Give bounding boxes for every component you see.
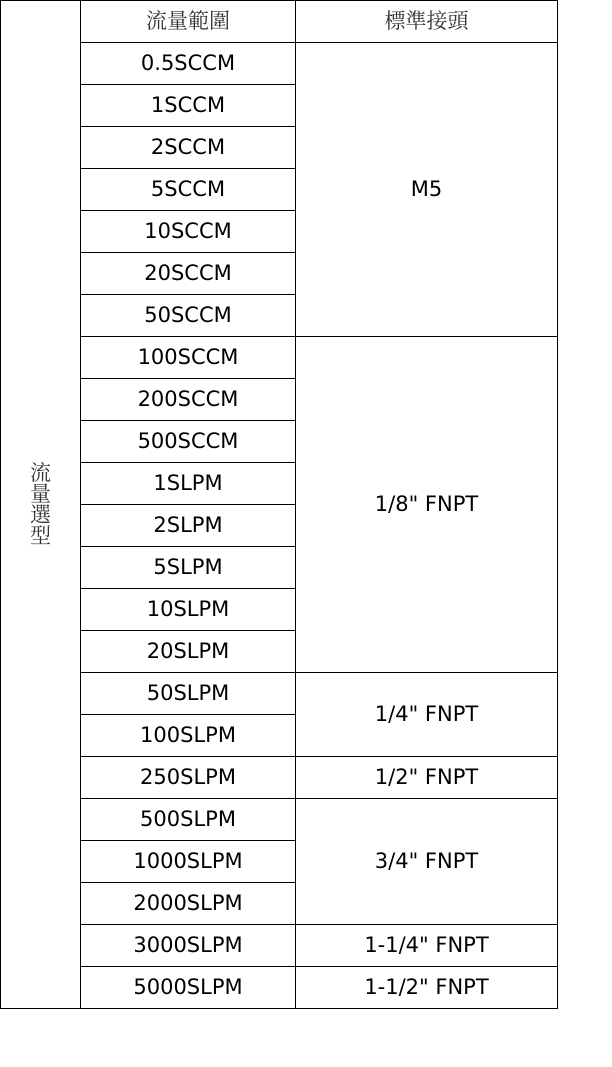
flow-range-cell: 3000SLPM [81, 925, 296, 967]
flow-range-cell: 5SLPM [81, 547, 296, 589]
flow-range-cell: 20SCCM [81, 253, 296, 295]
flow-selection-table-body [1, 1, 558, 1009]
flow-range-cell: 2SCCM [81, 127, 296, 169]
flow-range-cell: 500SCCM [81, 421, 296, 463]
connector-cell: 1-1/2" FNPT [296, 967, 558, 1009]
flow-range-cell: 2000SLPM [81, 883, 296, 925]
connector-cell: 3/4" FNPT [296, 799, 558, 925]
flow-range-cell: 20SLPM [81, 631, 296, 673]
side-label-char: 型 [30, 523, 51, 548]
side-label-char: 量 [30, 481, 51, 506]
flow-range-cell: 1SCCM [81, 85, 296, 127]
table-row [1, 799, 558, 841]
flow-range-cell: 10SLPM [81, 589, 296, 631]
flow-range-cell: 500SLPM [81, 799, 296, 841]
flow-range-cell: 1000SLPM [81, 841, 296, 883]
table-row [1, 967, 558, 1009]
flow-range-cell: 2SLPM [81, 505, 296, 547]
table-row [1, 925, 558, 967]
table-row [1, 757, 558, 799]
header-row [1, 1, 558, 43]
side-label-char: 選 [30, 502, 51, 527]
table-row [1, 43, 558, 85]
flow-range-cell: 250SLPM [81, 757, 296, 799]
flow-range-cell: 200SCCM [81, 379, 296, 421]
connector-cell: 1/8" FNPT [296, 337, 558, 673]
flow-range-cell: 5000SLPM [81, 967, 296, 1009]
header-standard-connector: 標準接頭 [296, 1, 558, 43]
flow-range-cell: 50SCCM [81, 295, 296, 337]
side-label-char: 流 [30, 460, 51, 485]
connector-cell: 1-1/4" FNPT [296, 925, 558, 967]
connector-cell: 1/4" FNPT [296, 673, 558, 757]
flow-range-cell: 10SCCM [81, 211, 296, 253]
table-row [1, 673, 558, 715]
flow-range-cell: 100SCCM [81, 337, 296, 379]
side-label-cell [1, 1, 81, 1009]
table-row [1, 337, 558, 379]
flow-range-cell: 5SCCM [81, 169, 296, 211]
connector-cell: M5 [296, 43, 558, 337]
flow-range-cell: 50SLPM [81, 673, 296, 715]
flow-range-cell: 1SLPM [81, 463, 296, 505]
header-flow-range: 流量範圍 [81, 1, 296, 43]
flow-range-cell: 0.5SCCM [81, 43, 296, 85]
flow-range-cell: 100SLPM [81, 715, 296, 757]
connector-cell: 1/2" FNPT [296, 757, 558, 799]
